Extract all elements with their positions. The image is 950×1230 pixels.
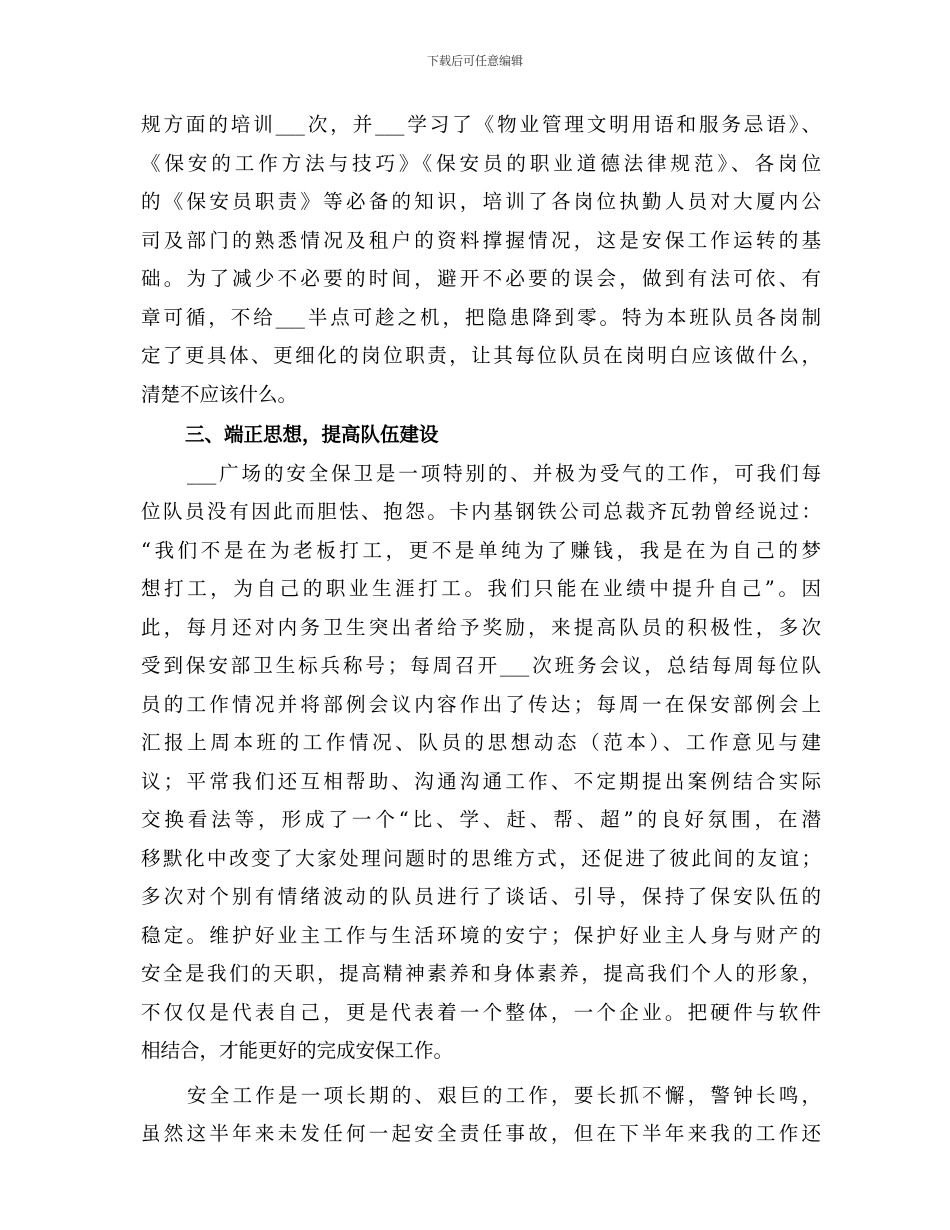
text-line: 位队员没有因此而胆怯、抱怨。卡内基钢铁公司总裁齐瓦勃曾经说过： xyxy=(141,500,821,523)
text-line: 清楚不应该什么。 xyxy=(141,382,298,406)
text-line: 汇报上周本班的工作情况、队员的思想动态（范本）、工作意见与建 xyxy=(141,731,821,754)
text-line: 础。为了减少不必要的时间，避开不必要的误会，做到有法可依、有 xyxy=(141,267,821,290)
text-line: 安全是我们的天职，提高精神素养和身体素养，提高我们个人的形象， xyxy=(141,962,821,985)
paragraph-training xyxy=(141,106,821,414)
text-line: 多次对个别有情绪波动的队员进行了谈话、引导，保持了保安队伍的 xyxy=(141,885,821,908)
text-line: 司及部门的熟悉情况及租户的资料撑握情况，这是安保工作运转的基 xyxy=(141,228,821,252)
text-line: 议；平常我们还互相帮助、沟通沟通工作、不定期提出案例结合实际 xyxy=(141,769,821,793)
text-line: 的《保安员职责》等必备的知识，培训了各岗位执勤人员对大厦内公 xyxy=(141,190,821,213)
text-line: 安全工作是一项长期的、艰巨的工作，要长抓不懈，警钟长鸣， xyxy=(187,1083,821,1107)
text-line: “我们不是在为老板打工，更不是单纯为了赚钱，我是在为自己的梦 xyxy=(141,538,821,562)
text-line: 相结合，才能更好的完成安保工作。 xyxy=(141,1039,454,1062)
text-line: 此，每月还对内务卫生突出者给予奖励，来提高队员的积极性，多次 xyxy=(141,615,821,639)
paragraph-safety-work xyxy=(141,1077,821,1154)
text-line: 不仅仅是代表自己，更是代表着一个整体，一个企业。把硬件与软件 xyxy=(141,1000,821,1024)
page-header: 下载后可任意编辑 xyxy=(426,54,523,68)
text-line: ___广场的安全保卫是一项特别的、并极为受气的工作，可我们每 xyxy=(187,461,821,485)
text-line: 规方面的培训___次，并___学习了《物业管理文明用语和服务忌语》、 xyxy=(141,113,821,136)
text-line: 移默化中改变了大家处理问题时的思维方式，还促进了彼此间的友谊； xyxy=(141,846,821,870)
text-line: 想打工，为自己的职业生涯打工。我们只能在业绩中提升自己”。因 xyxy=(141,577,821,600)
document-body xyxy=(141,106,821,1154)
text-line: 受到保安部卫生标兵称号；每周召开___次班务会议，总结每周每位队 xyxy=(141,654,821,677)
text-line: 章可循，不给___半点可趁之机，把隐患降到零。特为本班队员各岗制 xyxy=(141,305,821,329)
text-line: 《保安的工作方法与技巧》《保安员的职业道德法律规范》、各岗位 xyxy=(141,151,821,175)
section-heading: 三、端正思想，提高队伍建设 xyxy=(185,423,439,446)
text-line: 稳定。维护好业主工作与生活环境的安宁；保护好业主人身与财产的 xyxy=(141,923,821,947)
text-line: 员的工作情况并将部例会议内容作出了传达；每周一在保安部例会上 xyxy=(141,692,821,716)
text-line: 虽然这半年来未发任何一起安全责任事故，但在下半年来我的工作还 xyxy=(141,1122,821,1145)
text-line: 交换看法等，形成了一个“比、学、赶、帮、超”的良好氛围，在潜 xyxy=(141,808,821,831)
text-line: 定了更具体、更细化的岗位职责，让其每位队员在岗明白应该做什么， xyxy=(141,344,821,367)
paragraph-team-building xyxy=(141,455,821,1071)
